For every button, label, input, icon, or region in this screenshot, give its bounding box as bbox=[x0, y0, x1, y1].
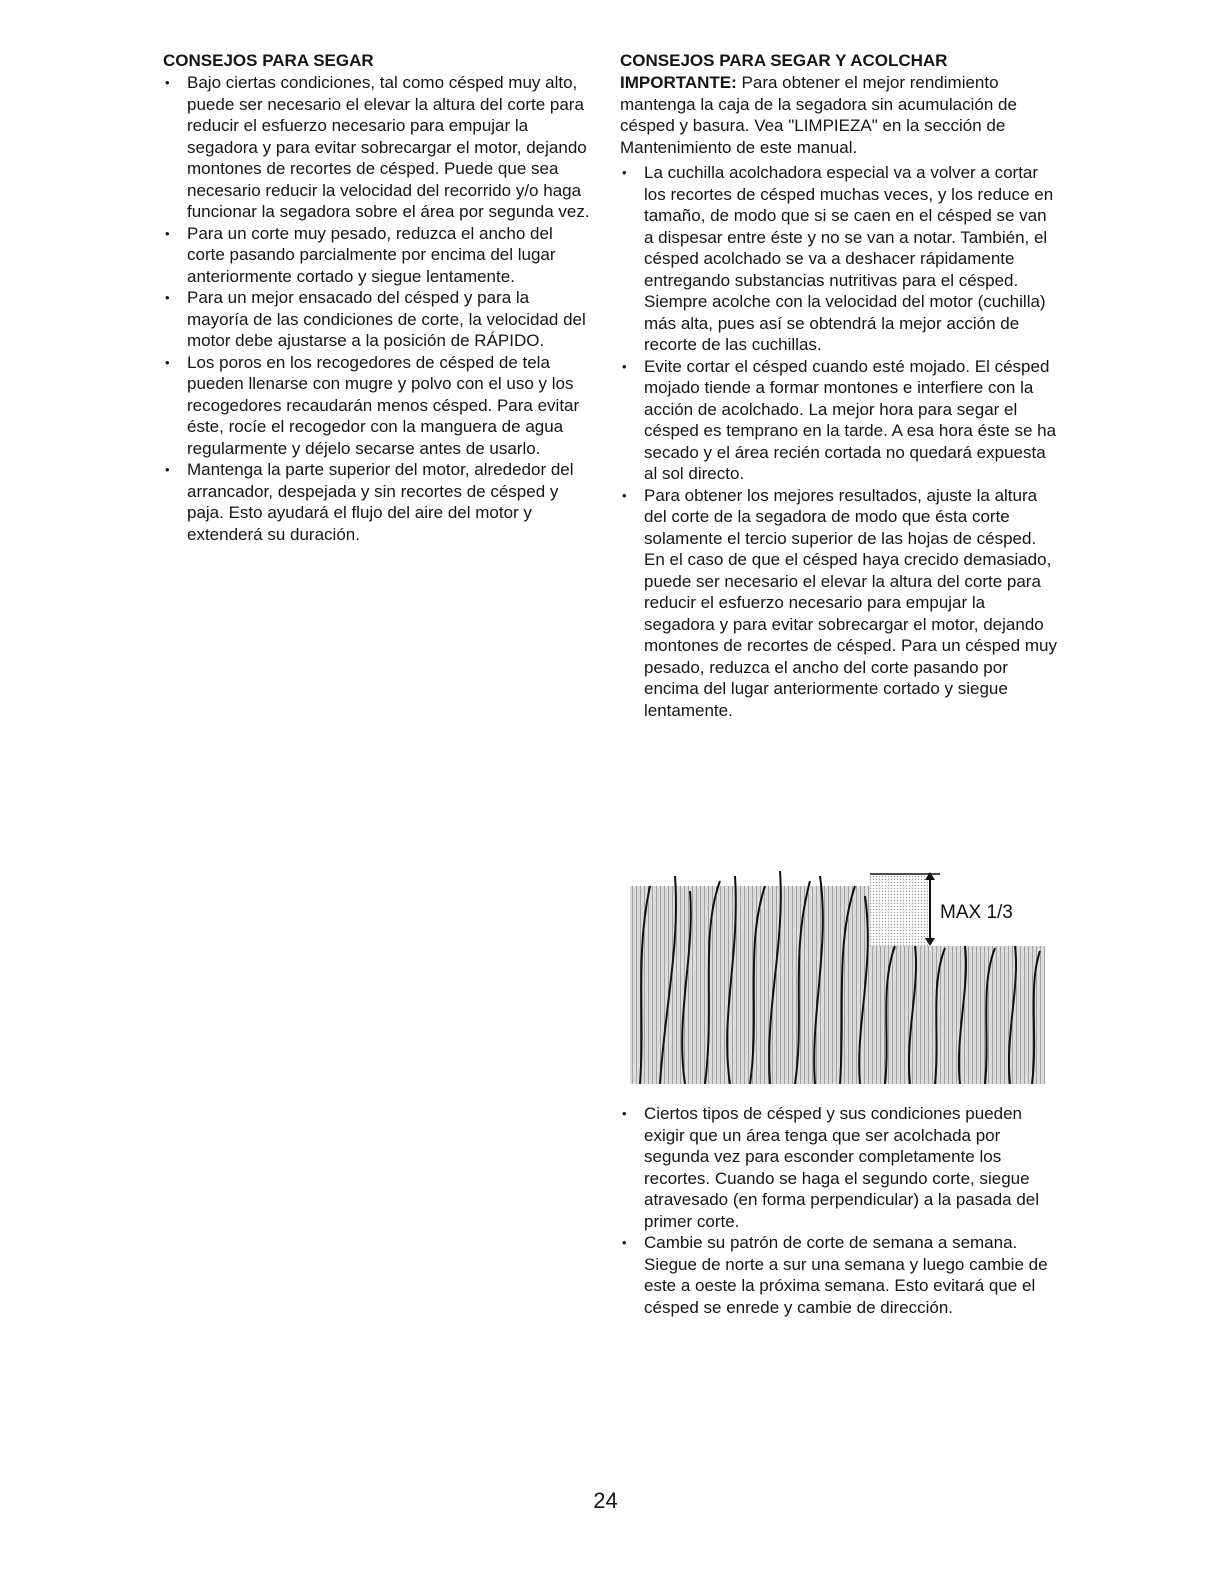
list-item: • Mantenga la parte superior del motor, alrededor del arrancador, despejada y sin recortes de césped y paja. Esto ayudará el flujo del aire del motor y extenderá su duración. bbox=[163, 459, 593, 545]
additional-tips bbox=[620, 1103, 1060, 1318]
short-grass-area bbox=[870, 946, 1045, 1084]
figure-label: MAX 1/3 bbox=[940, 902, 1013, 923]
left-column bbox=[163, 50, 593, 545]
additional-tips-list bbox=[620, 1103, 1060, 1318]
list-item: • Para obtener los mejores resultados, ajuste la altura del corte de la segadora de modo que ésta corte solamente el tercio superior de las hojas de césped. En el caso de que el césped haya crecido demasiado, puede ser necesario el elevar la altura del corte para reducir el esfuerzo necesario para empujar la segadora y para evitar sobrecargar el motor, dejando montones de recortes de césped. Para un césped muy pesado, reduzca el ancho del corte pasando por encima del lugar anteriormente cortado y siegue lentamente. bbox=[620, 485, 1060, 722]
cut-zone bbox=[870, 874, 928, 946]
page-number: 24 bbox=[593, 1488, 618, 1513]
mowing-tips-list bbox=[163, 72, 593, 545]
grass-height-figure bbox=[620, 866, 1050, 1084]
list-item: • Para un corte muy pesado, reduzca el ancho del corte pasando parcialmente por encima del lugar anteriormente cortado y siegue lentamente. bbox=[163, 223, 593, 288]
important-note bbox=[620, 72, 1060, 158]
list-item: • Bajo ciertas condiciones, tal como césped muy alto, puede ser necesario el elevar la altura del corte para reducir el esfuerzo necesario para empujar la segadora y para evitar sobrecargar el motor, dejando montones de recortes de césped. Puede que sea necesario reducir la velocidad del recorrido y/o haga funcionar la segadora sobre el área por segunda vez. bbox=[163, 72, 593, 223]
list-item: • Los poros en los recogedores de césped de tela pueden llenarse con mugre y polvo con el uso y los recogedores recaudarán menos césped. Para evitar éste, rocíe el recogedor con la manguera de agua regularmente y déjelo secarse antes de usarlo. bbox=[163, 352, 593, 460]
list-item: • Para un mejor ensacado del césped y para la mayoría de las condiciones de corte, la velocidad del motor debe ajustarse a la posición de RÁPIDO. bbox=[163, 287, 593, 352]
section-heading-mulching-tips: CONSEJOS PARA SEGAR Y ACOLCHAR bbox=[620, 51, 948, 70]
section-heading-mowing-tips: CONSEJOS PARA SEGAR bbox=[163, 51, 374, 70]
list-item: • Evite cortar el césped cuando esté mojado. El césped mojado tiende a formar montones e interfiere con la acción de acolchado. La mejor hora para segar el césped es temprano en la tarde. A esa hora éste se ha secado y el área recién cortada no quedará expuesta al sol directo. bbox=[620, 356, 1060, 485]
right-column bbox=[620, 50, 1060, 721]
important-text: Para obtener el mejor rendimiento mantenga la caja de la segadora sin acumulación de césped y basura. Vea "LIMPIEZA" en la sección de Mantenimiento de este manual. bbox=[620, 73, 1017, 157]
grass-illustration bbox=[620, 866, 1050, 1084]
list-item: • Cambie su patrón de corte de semana a semana. Siegue de norte a sur una semana y luego cambie de este a oeste la próxima semana. Esto evitará que el césped se enrede y cambie de dirección. bbox=[620, 1232, 1060, 1318]
important-label: IMPORTANTE: bbox=[620, 73, 737, 92]
mulching-tips-list bbox=[620, 162, 1060, 721]
list-item: • La cuchilla acolchadora especial va a volver a cortar los recortes de césped muchas veces, y los reduce en tamaño, de modo que si se caen en el césped se van a dispesar entre éste y no se van a notar. También, el césped acolchado se va a deshacer rápidamente entregando substancias nutritivas para el césped. Siempre acolche con la velocidad del motor (cuchilla) más alta, pues así se obtendrá la mejor acción de recorte de las cuchillas. bbox=[620, 162, 1060, 356]
list-item: • Ciertos tipos de césped y sus condiciones pueden exigir que un área tenga que ser acolchada por segunda vez para esconder completamente los recortes. Cuando se haga el segundo corte, siegue atravesado (en forma perpendicular) a la pasada del primer corte. bbox=[620, 1103, 1060, 1232]
